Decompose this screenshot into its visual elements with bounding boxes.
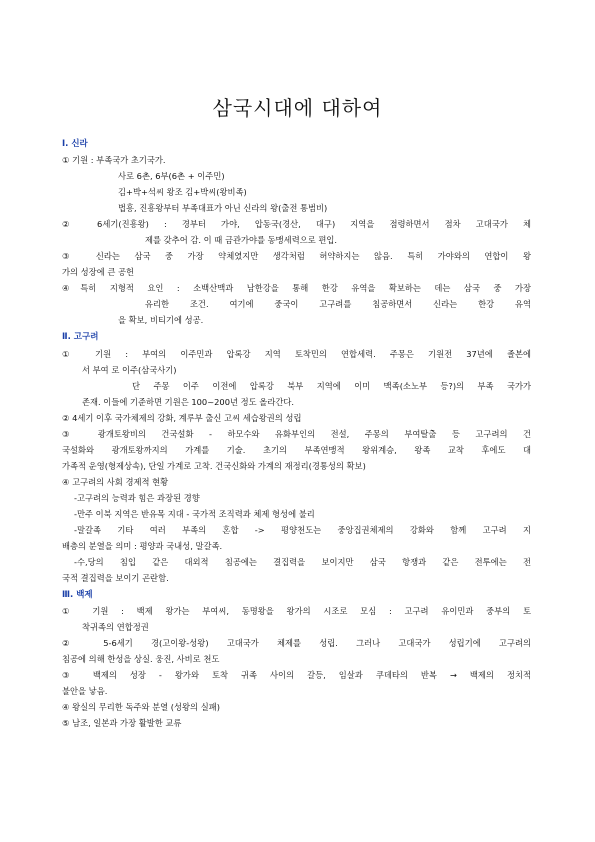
silla-line-9: ④특히 지형적 요인 : 소백산맥과 남한강을 통해 한강 유역을 확보하는 데는 삼국 중 가장 (62, 283, 531, 293)
silla-line-4: 법흥, 진흥왕부터 부족대표가 아닌 신라의 왕(출전 통범비) (118, 203, 328, 213)
section-heading-goguryeo: Ⅱ. 고구려 (62, 332, 99, 342)
baekje-line-8: ⑤ 남조, 일본과 가장 활발한 교류 (62, 718, 182, 728)
baekje-line-5: ③ 백제의 성장 - 왕가와 토착 귀족 사이의 갈등, 임살과 쿠데타의 반복 → 백제의 정치적 (62, 670, 531, 680)
baekje-line-4: 침공에 의해 한성을 상실. 웅진, 사비로 천도 (62, 654, 220, 664)
section-heading-silla: Ⅰ. 신라 (62, 139, 88, 149)
goguryeo-line-5: ② 4세기 이후 국가체제의 강화, 계루부 출신 고씨 세습왕권의 성립 (62, 413, 302, 423)
silla-line-5: ② 6세기(진흥왕) : 경부터 가야, 압동국(경산, 대구) 지역을 점령하면서 점차 고대국가 체 (62, 219, 531, 229)
baekje-line-7: ④ 왕실의 무리한 독주와 분열 (성왕의 실패) (62, 702, 220, 712)
goguryeo-line-6: ③ 광개토왕비의 건국설화 - 하모수와 유화부인의 전설, 주몽의 부여탈출 등 고구려의 건 (62, 429, 531, 439)
goguryeo-line-12: -말갈족 기타 여러 부족의 혼합 -> 평양천도는 중앙집권체제의 강화와 함께 고구려 지 (74, 525, 531, 535)
baekje-line-2: 착귀족의 연합정권 (82, 622, 149, 632)
document-title: 삼국시대에 대하여 (212, 96, 383, 120)
goguryeo-line-11: -만주 이북 지역은 반유목 지대 - 국가적 조직력과 체제 형성에 불리 (74, 509, 315, 519)
section-heading-baekje: Ⅲ. 백제 (62, 590, 93, 600)
silla-line-2: 사로 6촌, 6부(6촌 + 이주민) (118, 171, 225, 181)
baekje-line-3: ② 5-6세기 경(고이왕-성왕) 고대국가 체제를 성립. 그러나 고대국가 성립기에 고구려의 (62, 638, 531, 648)
silla-line-6: 제를 갖추어 감. 이 때 금관가야를 동맹세력으로 편입. (145, 235, 338, 245)
goguryeo-line-3: 단 주몽 이주 이전에 압록강 북부 지역에 이미 맥족(소노부 등?)의 부족 국가가 (132, 381, 531, 391)
silla-line-8: 가의 성장에 큰 공헌 (62, 267, 135, 277)
goguryeo-line-1: ① 기원 : 부여의 이주민과 압록강 지역 토착민의 연합세력. 주몽은 기원전 37년에 졸본에 (62, 349, 531, 359)
silla-line-3: 김+박+석씨 왕조 김+박씨(왕비족) (118, 187, 247, 197)
silla-line-10: 유리한 조건. 여기에 중국이 고구려를 침공하면서 신라는 한강 유역 (145, 299, 531, 309)
goguryeo-line-2: 서 부여 로 이주(삼국사기) (82, 365, 177, 375)
goguryeo-line-10: -고구려의 능력과 힘은 과장된 경향 (74, 493, 200, 503)
goguryeo-line-14: -수,당의 침입 같은 대외적 침공에는 결집력을 보이지만 삼국 항쟁과 같은 전투에는 전 (74, 557, 531, 567)
goguryeo-line-9: ④ 고구려의 사회 경제적 현황 (62, 477, 169, 487)
silla-line-1: ① 기원 : 부족국가 초기국가. (62, 155, 166, 165)
goguryeo-line-8: 가족적 운영(형제상속), 단일 가계로 고착. 건국신화와 가계의 재정리(경통성의 확보) (62, 461, 366, 471)
baekje-line-1: ① 기원 : 백제 왕가는 부여씨, 동명왕을 왕가의 시조로 모심 : 고구려 유이민과 중부의 토 (62, 606, 531, 616)
silla-line-11: 을 확보, 비티기에 성공. (118, 315, 204, 325)
goguryeo-line-13: 배층의 분열을 의미 : 평양과 국내성, 말갈족. (62, 541, 223, 551)
goguryeo-line-15: 국적 결집력을 보이기 곤란함. (62, 573, 169, 583)
silla-line-7: ③ 신라는 삼국 중 가장 약체였지만 생각처럼 허약하지는 않음. 특히 가야와의 연합이 왕 (62, 251, 531, 261)
baekje-line-6: 불안을 낳음. (62, 686, 108, 696)
goguryeo-line-7: 국설화와 광개토왕까지의 가계를 기술. 초기의 부족연맹적 왕위계승, 왕족 교착 후에도 대 (62, 445, 531, 455)
goguryeo-line-4: 존재. 이들에 기준하면 기원은 100~200년 정도 올라간다. (82, 397, 295, 407)
